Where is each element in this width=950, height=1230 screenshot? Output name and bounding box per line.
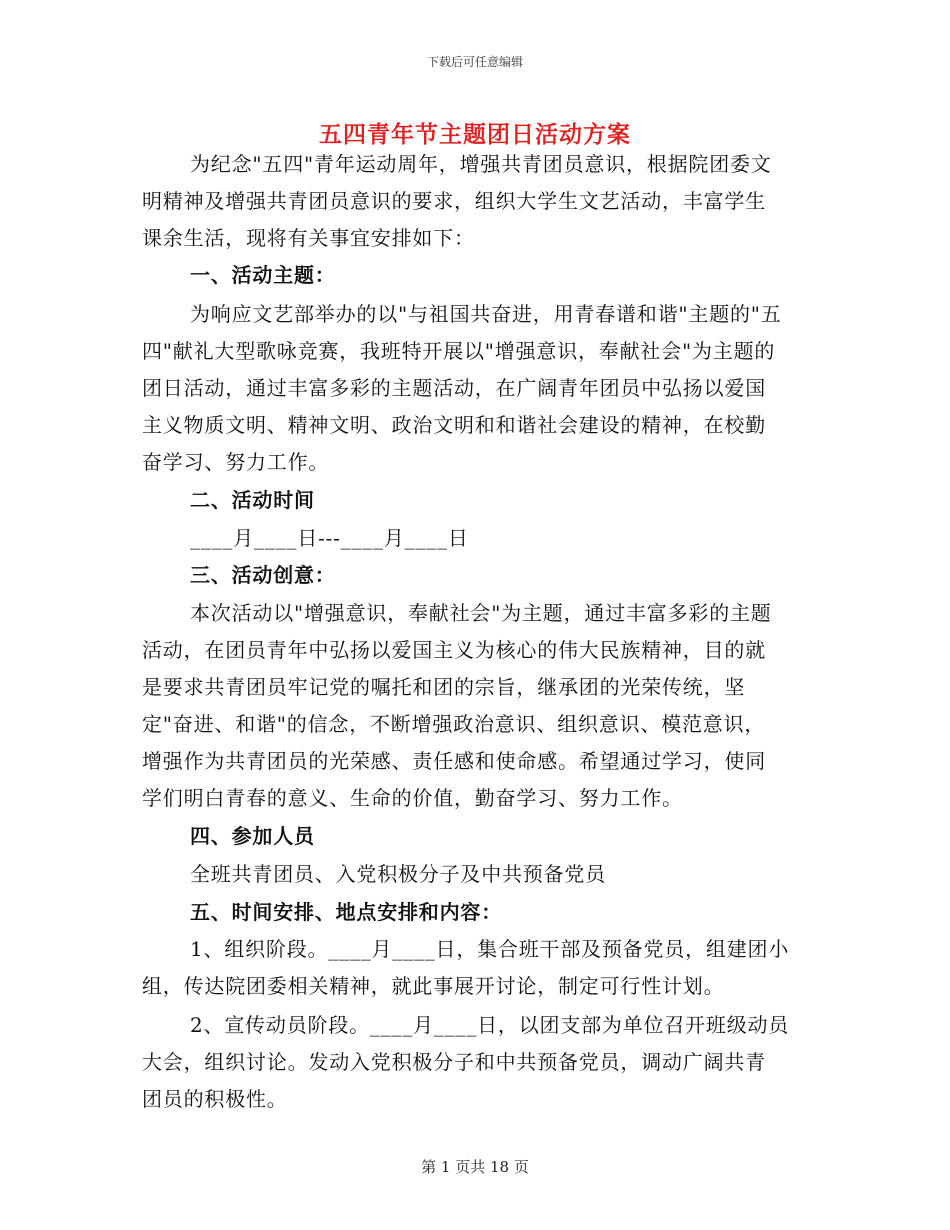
paragraph-line: 全班共青团员、入党积极分子及中共预备党员 bbox=[190, 862, 606, 886]
section-heading: 二、活动时间 bbox=[190, 488, 315, 512]
section-heading: 四、参加人员 bbox=[190, 824, 315, 848]
paragraph-line: 明精神及增强共青团员意识的要求，组织大学生文艺活动，丰富学生 bbox=[142, 189, 766, 213]
paragraph-line: 增强作为共青团员的光荣感、责任感和使命感。希望通过学习，使同 bbox=[142, 749, 766, 773]
paragraph-line: 2、宣传动员阶段。____月____日，以团支部为单位召开班级动员 bbox=[190, 1013, 790, 1037]
paragraph-line: 课余生活，现将有关事宜安排如下： bbox=[142, 226, 475, 250]
document-title: 五四青年节主题团日活动方案 bbox=[319, 122, 631, 148]
paragraph-line: 本次活动以"增强意识，奉献社会"为主题，通过丰富多彩的主题 bbox=[190, 601, 772, 625]
paragraph-line: 团员的积极性。 bbox=[142, 1087, 288, 1111]
paragraph-line: 学们明白青春的意义、生命的价值，勤奋学习、努力工作。 bbox=[142, 786, 683, 810]
paragraph-line: 大会，组织讨论。发动入党积极分子和中共预备党员，调动广阔共青 bbox=[142, 1050, 766, 1074]
section-heading: 一、活动主题： bbox=[190, 263, 336, 287]
paragraph-line: 活动，在团员青年中弘扬以爱国主义为核心的伟大民族精神，目的就 bbox=[142, 638, 766, 662]
paragraph-line: 为响应文艺部举办的以"与祖国共奋进，用青春谱和谐"主题的"五 bbox=[190, 302, 782, 326]
paragraph-line: 是要求共青团员牢记党的嘱托和团的宗旨，继承团的光荣传统，坚 bbox=[142, 675, 746, 699]
paragraph-line: 主义物质文明、精神文明、政治文明和和谐社会建设的精神，在校勤 bbox=[142, 413, 766, 437]
paragraph-line: 定"奋进、和谐"的信念，不断增强政治意识、组织意识、模范意识， bbox=[142, 712, 766, 736]
paragraph-line: 奋学习、努力工作。 bbox=[142, 450, 330, 474]
section-heading: 三、活动创意： bbox=[190, 563, 336, 587]
paragraph-line: 1、组织阶段。____月____日，集合班干部及预备党员，组建团小 bbox=[190, 937, 790, 961]
page-footer: 第 1 页共 18 页 bbox=[421, 1158, 529, 1176]
section-heading: 五、时间安排、地点安排和内容： bbox=[190, 900, 502, 924]
paragraph-line: 四"献礼大型歌咏竞赛，我班特开展以"增强意识，奉献社会"为主题的 bbox=[142, 339, 776, 363]
paragraph-line: 组，传达院团委相关精神，就此事展开讨论，制定可行性计划。 bbox=[142, 974, 725, 998]
paragraph-line: 为纪念"五四"青年运动周年，增强共青团员意识，根据院团委文 bbox=[190, 152, 772, 176]
date-range-line: ____月____日---____月____日 bbox=[190, 526, 469, 550]
page-header: 下载后可任意编辑 bbox=[426, 55, 523, 69]
paragraph-line: 团日活动，通过丰富多彩的主题活动，在广阔青年团员中弘扬以爱国 bbox=[142, 376, 766, 400]
